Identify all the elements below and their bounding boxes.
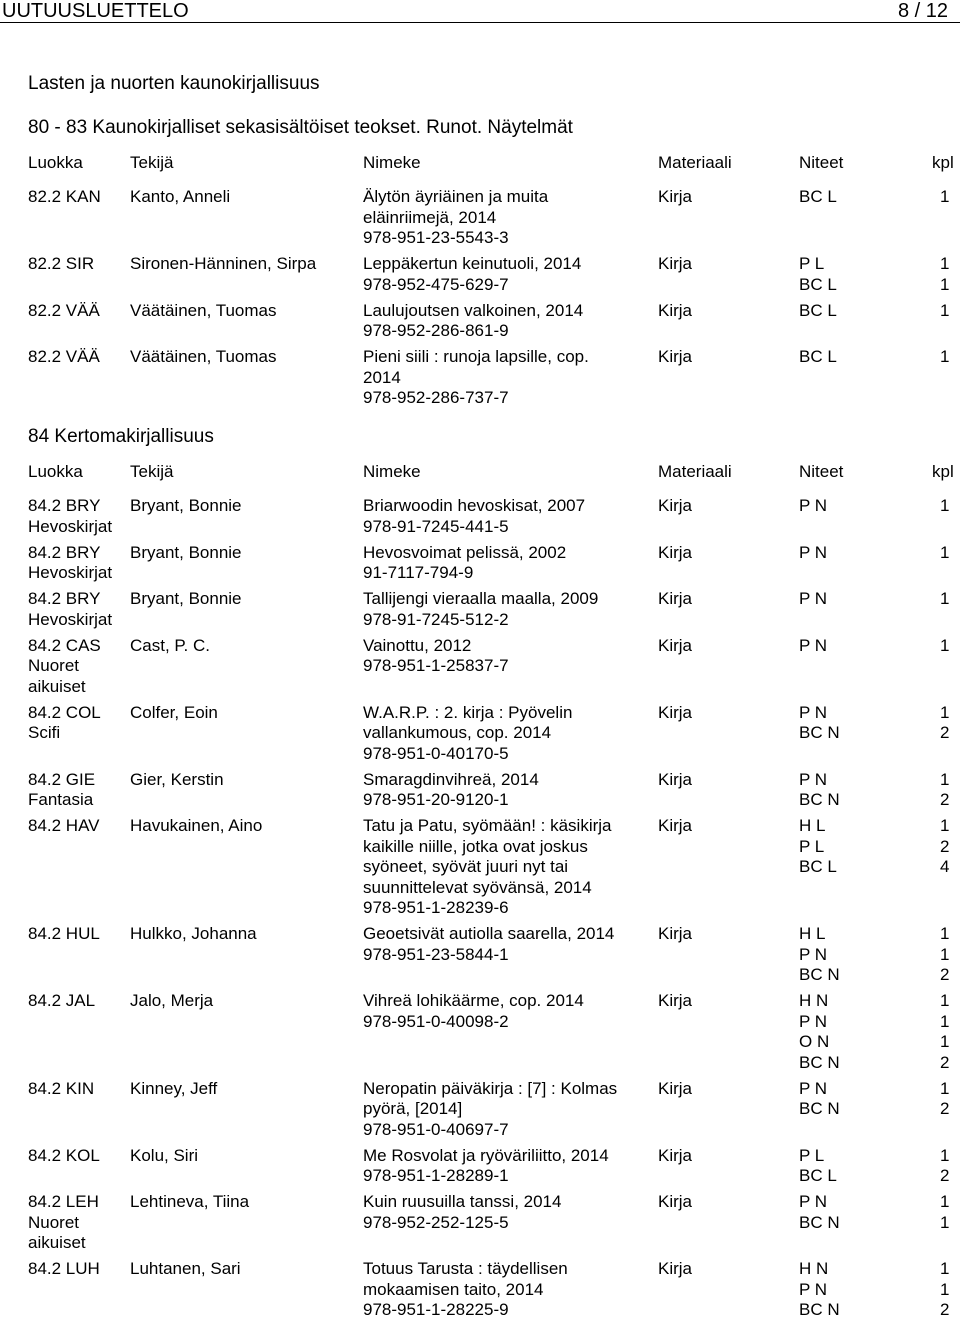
class-code-line: 84.2 KIN [28, 1078, 95, 1098]
author-text: Bryant, Bonnie [130, 542, 242, 562]
class-code-line: 82.2 VÄÄ [28, 300, 100, 320]
title-line: kaikille niille, jotka ovat joskus [363, 836, 588, 856]
author-text: Bryant, Bonnie [130, 496, 242, 515]
class-code [28, 1079, 94, 1100]
catalog-title: UUTUUSLUETTELO [2, 0, 189, 22]
author [130, 991, 213, 1012]
title-line: Geoetsivät autiolla saarella, 2014 [363, 924, 615, 943]
title-line: Totuus Tarusta : täydellisen [363, 1259, 568, 1278]
count [940, 347, 952, 368]
author [130, 770, 224, 791]
copies-location-line: P L [799, 254, 825, 273]
copies-location-line: P N [799, 635, 828, 655]
count [940, 1079, 952, 1120]
title [363, 1259, 568, 1321]
material [658, 589, 692, 610]
count [940, 703, 952, 744]
title-line: 978-952-286-861-9 [363, 321, 509, 340]
material [658, 543, 692, 564]
count-line: 1 [940, 1032, 950, 1051]
title [363, 187, 548, 249]
copies-location [799, 254, 837, 295]
class-code-line: Nuoret [28, 656, 80, 675]
class-code-line: 84.2 LUH [28, 1259, 100, 1278]
class-code-line: 84.2 KOL [28, 1145, 100, 1165]
title-line: Me Rosvolat ja ryöväriliitto, 2014 [363, 1145, 609, 1165]
material-text: Kirja [658, 1145, 693, 1165]
title-line: 978-951-0-40170-5 [363, 743, 509, 763]
count-line: 2 [940, 723, 950, 742]
author [130, 1259, 241, 1280]
copies-location [799, 1146, 837, 1187]
class-code-line: Hevoskirjat [28, 516, 113, 536]
copies-location-line: P N [799, 1011, 828, 1031]
class-code [28, 254, 94, 275]
title-line: Hevosvoimat pelissä, 2002 [363, 542, 567, 562]
class-code-line: 82.2 VÄÄ [28, 347, 100, 366]
count [940, 770, 952, 811]
copies-location [799, 589, 827, 610]
author [130, 703, 218, 724]
count-line: 1 [940, 1259, 950, 1278]
title-line: 978-951-20-9120-1 [363, 790, 509, 809]
material-text: Kirja [658, 702, 693, 722]
title-line: 978-951-1-28239-6 [363, 898, 509, 917]
section-title: Lasten ja nuorten kaunokirjallisuus [28, 73, 320, 94]
material-text: Kirja [658, 991, 693, 1010]
title-line: mokaamisen taito, 2014 [363, 1279, 544, 1299]
copies-location-line: H L [799, 924, 826, 943]
author [130, 1192, 249, 1213]
section-subtitle: 80 - 83 Kaunokirjalliset sekasisältöiset teokset. Runot. Näytelmät [28, 117, 573, 138]
title-line: Smaragdinvihreä, 2014 [363, 769, 539, 789]
material [658, 1146, 692, 1167]
title-line: Neropatin päiväkirja : [7] : Kolmas [363, 1078, 618, 1098]
copies-location-line: BC L [799, 347, 837, 366]
class-code [28, 816, 100, 837]
count-line: 1 [940, 187, 950, 206]
class-code [28, 1259, 100, 1280]
class-code-line: Nuoret [28, 1212, 80, 1232]
count-line: 1 [940, 274, 950, 294]
material [658, 991, 692, 1012]
copies-location-line: BC N [799, 1300, 840, 1319]
copies-location [799, 543, 827, 564]
class-code-line: 84.2 CAS [28, 635, 101, 655]
copies-location-line: BC L [799, 187, 837, 206]
material [658, 924, 692, 945]
count [940, 1146, 952, 1187]
title-line: syöneet, syövät juuri nyt tai [363, 857, 569, 876]
copies-location-line: P L [799, 836, 825, 856]
title [363, 1079, 617, 1141]
class-code [28, 187, 101, 208]
class-code-line: Fantasia [28, 790, 94, 809]
count-line: 1 [940, 300, 950, 320]
copies-location-line: P N [799, 944, 828, 964]
copies-location-line: O N [799, 1032, 830, 1051]
author-text: Gier, Kerstin [130, 769, 224, 789]
material-text: Kirja [658, 816, 693, 835]
title-line: suunnittelevat syövänsä, 2014 [363, 877, 592, 897]
copies-location [799, 991, 840, 1073]
count-line: 1 [940, 1192, 950, 1211]
title-line: 91-7117-794-9 [363, 563, 474, 582]
material-text: Kirja [658, 496, 693, 515]
count-line: 2 [940, 836, 950, 856]
copies-location-line: H N [799, 1259, 829, 1278]
count-line: 1 [940, 1078, 950, 1098]
copies-location-line: BC N [799, 1212, 840, 1232]
copies-location-line: H L [799, 816, 826, 835]
class-code-line: 84.2 COL [28, 702, 101, 722]
author-text: Colfer, Eoin [130, 702, 218, 722]
author [130, 589, 242, 610]
class-code [28, 924, 100, 945]
class-code [28, 703, 101, 744]
title [363, 703, 572, 765]
class-code-line: Scifi [28, 723, 61, 742]
col-nimeke: Nimeke [363, 153, 421, 172]
col-luokka: Luokka [28, 462, 83, 481]
table-header-1 [0, 153, 960, 175]
copies-location-line: BC N [799, 1052, 840, 1072]
count-line: 4 [940, 857, 950, 876]
count-line: 1 [940, 944, 950, 964]
copies-location-line: P L [799, 1145, 825, 1165]
class-code [28, 991, 95, 1012]
count [940, 187, 952, 208]
class-code [28, 543, 112, 584]
copies-location-line: BC N [799, 1099, 840, 1118]
class-code-line: 82.2 SIR [28, 254, 95, 273]
author-text: Cast, P. C. [130, 635, 210, 655]
author-text: Hulkko, Johanna [130, 924, 257, 943]
count-line: 1 [940, 635, 950, 655]
author [130, 187, 230, 208]
class-code [28, 347, 100, 368]
class-code [28, 1146, 100, 1167]
title-line: 978-952-252-125-5 [363, 1212, 509, 1232]
count-line: 2 [940, 790, 950, 809]
material [658, 301, 692, 322]
count [940, 636, 952, 657]
count-line: 1 [940, 816, 950, 835]
count [940, 496, 952, 517]
copies-location [799, 347, 837, 368]
count [940, 816, 952, 878]
copies-location-line: P N [799, 702, 828, 722]
author [130, 254, 316, 275]
copies-location-line: BC N [799, 790, 840, 809]
count-line: 1 [940, 769, 950, 789]
material [658, 636, 692, 657]
title [363, 301, 583, 342]
class-code-line: aikuiset [28, 676, 86, 696]
count-line: 2 [940, 965, 950, 984]
col-materiaali: Materiaali [658, 462, 732, 481]
title [363, 636, 509, 677]
count-line: 1 [940, 1212, 950, 1232]
copies-location [799, 770, 840, 811]
title-line: 978-91-7245-441-5 [363, 516, 509, 536]
material [658, 1259, 692, 1280]
copies-location-line: BC N [799, 965, 840, 984]
title [363, 1146, 609, 1187]
count-line: 1 [940, 542, 950, 562]
material-text: Kirja [658, 924, 693, 943]
title [363, 589, 598, 630]
class-code [28, 301, 100, 322]
class-code-line: 84.2 HAV [28, 816, 100, 835]
author-text: Havukainen, Aino [130, 816, 263, 835]
class-code [28, 496, 112, 537]
class-code-line: Hevoskirjat [28, 609, 113, 629]
copies-location [799, 1079, 840, 1120]
copies-location-line: H N [799, 991, 829, 1010]
author-text: Väätäinen, Tuomas [130, 300, 277, 320]
author-text: Sironen-Hänninen, Sirpa [130, 254, 317, 273]
material-text: Kirja [658, 769, 693, 789]
author-text: Väätäinen, Tuomas [130, 347, 277, 366]
title-line: W.A.R.P. : 2. kirja : Pyövelin [363, 702, 573, 722]
copies-location [799, 1259, 840, 1321]
material-text: Kirja [658, 347, 693, 366]
class-code-line: 84.2 BRY [28, 542, 101, 562]
title-line: eläinriimejä, 2014 [363, 207, 497, 227]
count [940, 543, 952, 564]
author-text: Lehtineva, Tiina [130, 1192, 250, 1211]
copies-location [799, 1192, 840, 1233]
title-line: 978-952-475-629-7 [363, 274, 509, 294]
copies-location [799, 816, 837, 878]
copies-location-line: BC N [799, 723, 840, 742]
title [363, 1192, 561, 1233]
class-code-line: 84.2 HUL [28, 924, 100, 943]
title-line: 978-951-1-25837-7 [363, 656, 509, 675]
copies-location [799, 636, 827, 657]
author-text: Kanto, Anneli [130, 187, 231, 206]
title-line: 978-951-1-28289-1 [363, 1166, 509, 1185]
copies-location [799, 924, 840, 986]
title-line: 978-951-23-5844-1 [363, 944, 509, 964]
count [940, 1192, 952, 1233]
count-line: 1 [940, 1011, 950, 1031]
title-line: 978-951-0-40697-7 [363, 1119, 509, 1139]
col-niteet: Niteet [799, 462, 844, 481]
copies-location-line: BC L [799, 1166, 837, 1185]
count-line: 1 [940, 1279, 950, 1299]
material-text: Kirja [658, 1078, 693, 1098]
class-code [28, 770, 95, 811]
title-line: Pieni siili : runoja lapsille, cop. [363, 347, 589, 366]
material [658, 816, 692, 837]
col-tekija: Tekijä [130, 153, 174, 172]
class-code-line: 84.2 LEH [28, 1192, 99, 1211]
count-line: 1 [940, 589, 950, 608]
page-number: 8 / 12 [897, 0, 948, 22]
material [658, 1192, 692, 1213]
author-text: Bryant, Bonnie [130, 589, 242, 608]
author [130, 347, 276, 368]
title-line: Tallijengi vieraalla maalla, 2009 [363, 589, 599, 608]
title [363, 770, 539, 811]
title-line: 978-951-0-40098-2 [363, 1011, 509, 1031]
class-code-line: 84.2 BRY [28, 496, 101, 515]
title [363, 991, 584, 1032]
count [940, 991, 952, 1073]
material-text: Kirja [658, 589, 693, 608]
copies-location [799, 496, 827, 517]
count-line: 2 [940, 1099, 950, 1118]
copies-location-line: BC L [799, 274, 837, 294]
material-text: Kirja [658, 300, 693, 320]
author-text: Jalo, Merja [130, 991, 214, 1010]
copies-location-line: P N [799, 1279, 828, 1299]
class-code-line: 82.2 KAN [28, 187, 101, 206]
class-code-line: 84.2 BRY [28, 589, 101, 608]
title-line: 2014 [363, 367, 401, 387]
material [658, 496, 692, 517]
title-line: 978-952-286-737-7 [363, 388, 509, 407]
author-text: Luhtanen, Sari [130, 1259, 241, 1278]
section2-title: 84 Kertomakirjallisuus [28, 426, 214, 447]
material [658, 703, 692, 724]
title-line: pyörä, [2014] [363, 1099, 463, 1118]
material [658, 1079, 692, 1100]
class-code-line: 84.2 GIE [28, 769, 96, 789]
count [940, 1259, 952, 1321]
copies-location-line: BC L [799, 857, 837, 876]
count-line: 2 [940, 1166, 950, 1185]
count-line: 1 [940, 496, 950, 515]
author-text: Kolu, Siri [130, 1145, 199, 1165]
class-code [28, 636, 101, 698]
material-text: Kirja [658, 542, 693, 562]
count-line: 1 [940, 1145, 950, 1165]
copies-location-line: P N [799, 769, 828, 789]
class-code-line: aikuiset [28, 1233, 86, 1252]
author [130, 543, 242, 564]
title-line: Kuin ruusuilla tanssi, 2014 [363, 1192, 562, 1211]
title-line: 978-951-23-5543-3 [363, 228, 509, 247]
copies-location-line: P N [799, 496, 828, 515]
class-code [28, 589, 112, 630]
title-line: Tatu ja Patu, syömään! : käsikirja [363, 816, 612, 835]
copies-location [799, 187, 837, 208]
col-tekija: Tekijä [130, 462, 174, 481]
count [940, 254, 952, 295]
page-header [0, 0, 960, 23]
count-line: 2 [940, 1052, 950, 1072]
title [363, 254, 581, 295]
title-line: 978-951-1-28225-9 [363, 1300, 509, 1319]
class-code-line: Hevoskirjat [28, 563, 113, 582]
title-line: vallankumous, cop. 2014 [363, 723, 552, 742]
col-nimeke: Nimeke [363, 462, 421, 481]
author [130, 636, 210, 657]
col-kpl: kpl [932, 153, 954, 172]
count-line: 1 [940, 347, 950, 366]
title [363, 924, 614, 965]
material-text: Kirja [658, 187, 693, 206]
copies-location-line: P N [799, 1192, 828, 1211]
copies-location-line: P N [799, 542, 828, 562]
title [363, 347, 589, 409]
title [363, 816, 612, 919]
material [658, 187, 692, 208]
material-text: Kirja [658, 635, 693, 655]
material-text: Kirja [658, 1192, 693, 1211]
copies-location-line: P N [799, 589, 828, 608]
author [130, 924, 257, 945]
title-line: Leppäkertun keinutuoli, 2014 [363, 254, 582, 273]
count-line: 1 [940, 924, 950, 943]
col-kpl: kpl [932, 462, 954, 481]
count [940, 301, 952, 322]
table-header-2 [0, 462, 960, 484]
author [130, 816, 262, 837]
author [130, 496, 242, 517]
class-code [28, 1192, 99, 1254]
material-text: Kirja [658, 254, 693, 273]
count [940, 924, 952, 986]
title [363, 496, 585, 537]
author [130, 301, 276, 322]
author-text: Kinney, Jeff [130, 1078, 218, 1098]
title-line: Briarwoodin hevoskisat, 2007 [363, 496, 586, 515]
material [658, 254, 692, 275]
title-line: Vainottu, 2012 [363, 635, 472, 655]
title-line: Laulujoutsen valkoinen, 2014 [363, 300, 584, 320]
title-line: Älytön äyriäinen ja muita [363, 187, 549, 206]
material [658, 770, 692, 791]
material [658, 347, 692, 368]
count-line: 1 [940, 254, 950, 273]
count-line: 2 [940, 1300, 950, 1319]
copies-location [799, 301, 837, 322]
author [130, 1146, 198, 1167]
count [940, 589, 952, 610]
col-materiaali: Materiaali [658, 153, 732, 172]
copies-location [799, 703, 840, 744]
copies-location-line: P N [799, 1078, 828, 1098]
copies-location-line: BC L [799, 300, 837, 320]
count-line: 1 [940, 702, 950, 722]
author [130, 1079, 217, 1100]
material-text: Kirja [658, 1259, 693, 1278]
title [363, 543, 566, 584]
title-line: Vihreä lohikäärme, cop. 2014 [363, 991, 584, 1010]
col-niteet: Niteet [799, 153, 844, 172]
class-code-line: 84.2 JAL [28, 991, 96, 1010]
count-line: 1 [940, 991, 950, 1010]
col-luokka: Luokka [28, 153, 83, 172]
title-line: 978-91-7245-512-2 [363, 609, 509, 629]
